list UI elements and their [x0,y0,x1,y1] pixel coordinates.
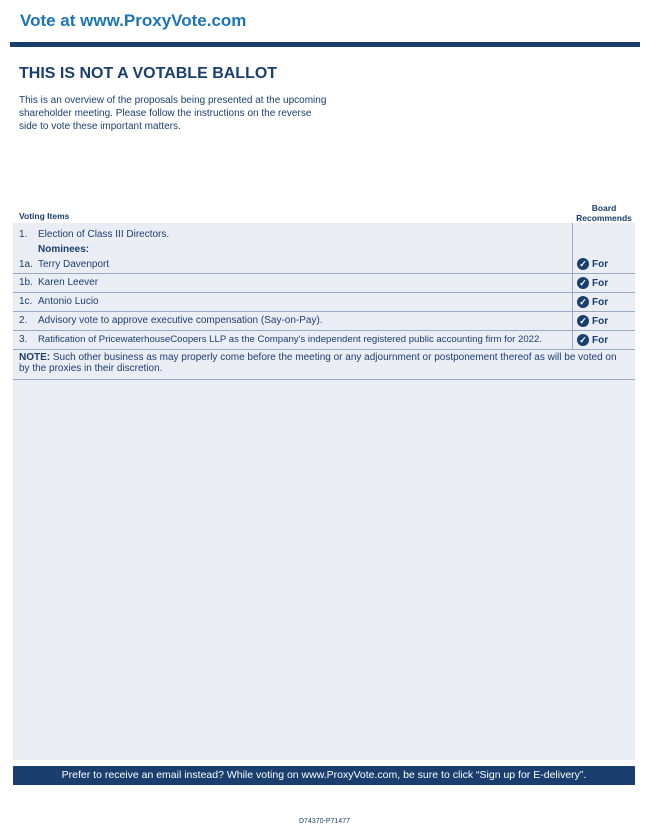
check-circle-icon: ✓ [577,334,589,346]
board-header-line1: Board [591,203,617,213]
recommendation-label: For [592,277,609,289]
item-text: Karen Leever [38,277,99,288]
voting-items-header: Voting Items [19,211,70,221]
table-row [13,223,635,274]
ballot-heading: THIS IS NOT A VOTABLE BALLOT [19,65,278,82]
edelivery-banner: Prefer to receive an email instead? While voting on www.ProxyVote.com, be sure to click “Sign up for E-delivery”. [13,766,635,785]
table-row [13,274,635,293]
recommendation-cell [572,223,635,273]
recommendation-cell [572,293,635,311]
voting-table [13,223,635,380]
item-number: 1a. [19,259,33,270]
note-label: NOTE: [19,352,51,363]
item-text: Ratification of PricewaterhouseCoopers LLP as the Company's independent registered public accounting firm for 2022. [38,334,543,345]
document-code: D74370-P71477 [299,818,350,825]
recommendation-label: For [592,258,609,270]
intro-text: This is an overview of the proposals being presented at the upcoming shareholder meeting. Please follow the instructions on the reverse side to vote these important matters. [19,95,327,132]
recommendation [577,334,608,346]
header-rule [10,42,640,47]
check-circle-icon: ✓ [577,296,589,308]
item-text: Antonio Lucio [38,296,99,307]
recommendation-cell [572,331,635,349]
table-row [13,331,635,350]
item-number: 1. [19,229,28,240]
recommendation [577,315,608,327]
note-row [13,350,635,380]
nominees-label: Nominees: [38,244,90,255]
item-number: 1c. [19,296,33,307]
recommendation-label: For [592,334,609,346]
recommendation-cell [572,274,635,292]
check-circle-icon: ✓ [577,315,589,327]
recommendation [577,296,608,308]
item-number: 2. [19,315,28,326]
recommendation [577,258,608,270]
check-circle-icon: ✓ [577,277,589,289]
table-row [13,312,635,331]
header-title: Vote at www.ProxyVote.com [20,11,247,30]
item-text: Terry Davenport [38,259,110,270]
board-header-line2: Recommends [576,213,632,223]
item-number: 3. [19,334,28,345]
recommendation-cell [572,312,635,330]
item-text: Election of Class III Directors. [38,229,170,240]
check-circle-icon: ✓ [577,258,589,270]
table-row [13,293,635,312]
recommendation-label: For [592,296,609,308]
recommendation [577,277,608,289]
board-recommends-header [572,203,636,223]
item-text: Advisory vote to approve executive compensation (Say-on-Pay). [38,315,323,326]
item-number: 1b. [19,277,33,288]
recommendation-label: For [592,315,609,327]
note-text: Such other business as may properly come before the meeting or any adjournment or postponement thereof as will be voted on by the proxies in their discretion. [19,352,617,374]
